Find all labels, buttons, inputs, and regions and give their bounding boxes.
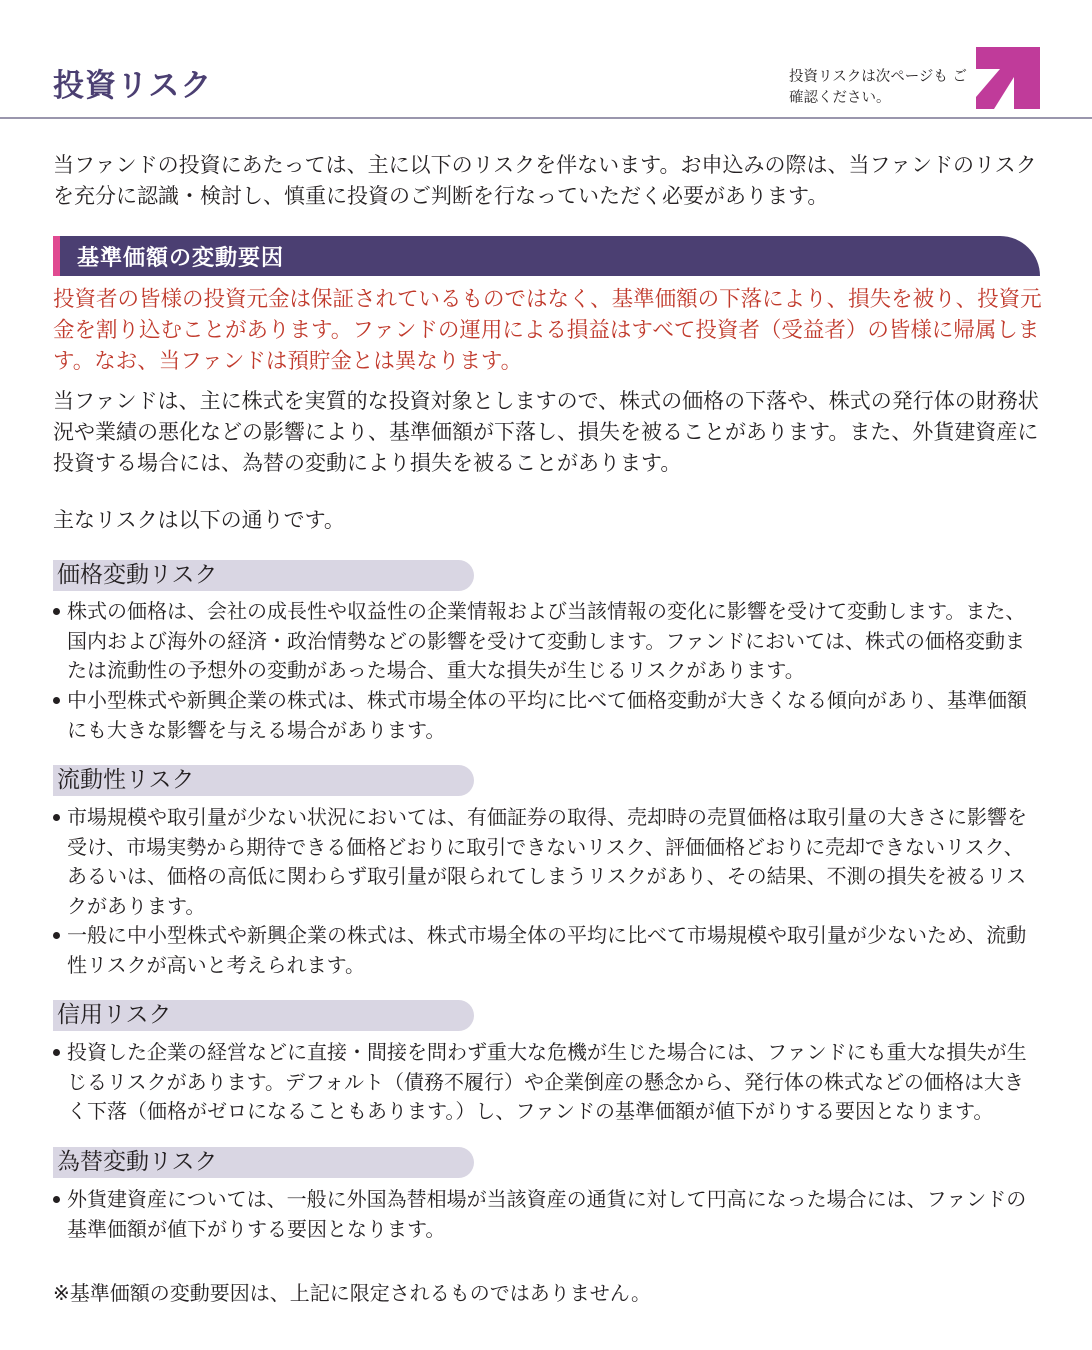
- risk-label-text: 価格変動リスク: [57, 562, 218, 588]
- bullet-text: 外貨建資産については、一般に外国為替相場が当該資産の通貨に対して円高になった場合には、ファンドの基準価額が値下がりする要因となります。: [67, 1187, 1027, 1241]
- section-banner: [53, 236, 1040, 276]
- risk-bullet: [53, 803, 1043, 921]
- next-page-arrow-icon[interactable]: [976, 47, 1040, 109]
- risk-bullet: [53, 686, 1043, 745]
- intro-paragraph: 当ファンドの投資にあたっては、主に以下のリスクを伴ないます。お申込みの際は、当ファンドのリスクを充分に認識・検討し、慎重に投資のご判断を行なっていただく必要があります。: [53, 153, 1037, 208]
- next-page-note: 投資リスクは次ページも ご確認ください。: [789, 69, 968, 106]
- footnote: ※基準価額の変動要因は、上記に限定されるものではありません。: [53, 1281, 651, 1305]
- header-divider: [0, 117, 1092, 119]
- risk-label-text: 流動性リスク: [57, 767, 195, 793]
- bullet-text: 中小型株式や新興企業の株式は、株式市場全体の平均に比べて価格変動が大きくなる傾向があり、基準価額にも大きな影響を与える場合があります。: [67, 688, 1027, 742]
- risk-label-text: 信用リスク: [57, 1002, 172, 1028]
- bullet-text: 一般に中小型株式や新興企業の株式は、株式市場全体の平均に比べて市場規模や取引量が少ないため、流動性リスクが高いと考えられます。: [67, 923, 1027, 977]
- main-risks-intro: 主なリスクは以下の通りです。: [53, 508, 345, 532]
- bullet-icon: [53, 1196, 60, 1203]
- risk-label-text: 為替変動リスク: [57, 1149, 218, 1175]
- risk-label-currency: [53, 1147, 474, 1178]
- bullet-icon: [53, 814, 60, 821]
- bullet-icon: [53, 697, 60, 704]
- risk-label-price: [53, 560, 474, 591]
- risk-bullet: [53, 1185, 1043, 1244]
- risk-bullet: [53, 921, 1043, 980]
- warning-text: 投資者の皆様の投資元金は保証されているものではなく、基準価額の下落により、損失を被り、投資元金を割り込むことがあります。ファンドの運用による損益はすべて投資者（受益者）の皆様に帰属します。なお、当ファンドは預貯金とは異なります。: [53, 287, 1042, 374]
- page-title: 投資リスク: [53, 68, 213, 104]
- risk-label-liquidity: [53, 765, 474, 796]
- bullet-icon: [53, 932, 60, 939]
- bullet-icon: [53, 608, 60, 615]
- bullet-text: 株式の価格は、会社の成長性や収益性の企業情報および当該情報の変化に影響を受けて変動します。また、国内および海外の経済・政治情勢などの影響を受けて変動します。ファンドにおいては、株式の価格変動または流動性の予想外の変動があった場合、重大な損失が生じるリスクがあります。: [67, 599, 1026, 682]
- body-paragraph: 当ファンドは、主に株式を実質的な投資対象としますので、株式の価格の下落や、株式の発行体の財務状況や業績の悪化などの影響により、基準価額が下落し、損失を被ることがあります。また、外貨建資産に投資する場合には、為替の変動により損失を被ることがあります。: [53, 389, 1039, 475]
- bullet-icon: [53, 1049, 60, 1056]
- risk-bullet: [53, 1038, 1043, 1127]
- page-header: [0, 0, 1092, 118]
- risk-label-credit: [53, 1000, 474, 1031]
- risk-bullet: [53, 597, 1043, 686]
- bullet-text: 投資した企業の経営などに直接・間接を問わず重大な危機が生じた場合には、ファンドにも重大な損失が生じるリスクがあります。デフォルト（債務不履行）や企業倒産の懸念から、発行体の株式などの価格は大きく下落（価格がゼロになることもあります。）し、ファンドの基準価額が値下がりする要因となります。: [67, 1040, 1027, 1123]
- banner-title: 基準価額の変動要因: [77, 246, 285, 271]
- bullet-text: 市場規模や取引量が少ない状況においては、有価証券の取得、売却時の売買価格は取引量の大きさに影響を受け、市場実勢から期待できる価格どおりに取引できないリスク、評価価格どおりに売却できないリスク、あるいは、価格の高低に関わらず取引量が限られてしまうリスクがあり、その結果、不測の損失を被るリスクがあります。: [67, 805, 1027, 918]
- banner-accent-bar: [53, 236, 60, 276]
